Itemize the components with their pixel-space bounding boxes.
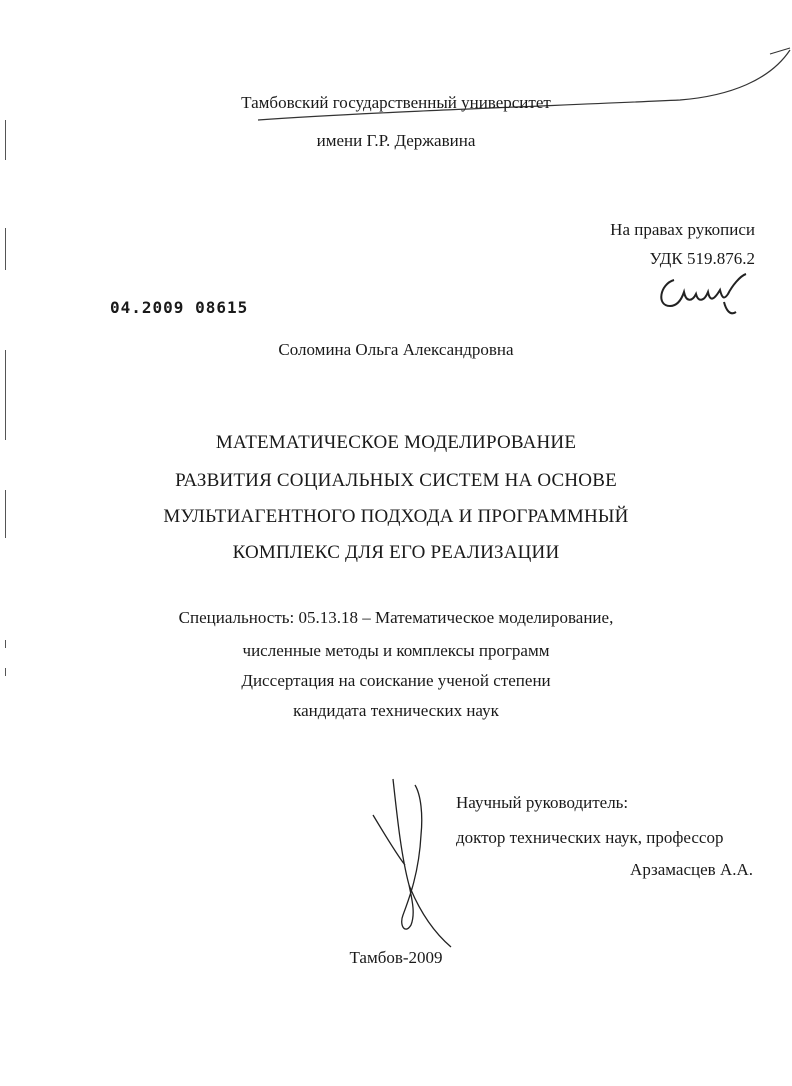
specialty-line-4: кандидата технических наук bbox=[293, 701, 499, 720]
university-subtitle: имени Г.Р. Державина bbox=[316, 131, 476, 150]
specialty-line-2: численные методы и комплексы программ bbox=[242, 641, 550, 660]
title-line-4: КОМПЛЕКС ДЛЯ ЕГО РЕАЛИЗАЦИИ bbox=[232, 542, 560, 563]
scan-margin-mark bbox=[5, 228, 6, 270]
supervisor-degree: доктор технических наук, профессор bbox=[456, 828, 724, 847]
supervisor-label: Научный руководитель: bbox=[456, 793, 629, 812]
specialty-line-3: Диссертация на соискание ученой степени bbox=[241, 671, 551, 690]
scan-margin-mark bbox=[5, 350, 6, 440]
supervisor-signature bbox=[365, 775, 465, 955]
udc-code: УДК 519.876.2 bbox=[649, 249, 755, 268]
manuscript-rights: На правах рукописи bbox=[610, 220, 755, 239]
pen-stroke-line bbox=[250, 40, 792, 130]
title-line-3: МУЛЬТИАГЕНТНОГО ПОДХОДА И ПРОГРАММНЫЙ bbox=[163, 506, 629, 527]
title-line-2: РАЗВИТИЯ СОЦИАЛЬНЫХ СИСТЕМ НА ОСНОВЕ bbox=[175, 470, 617, 491]
author-signature bbox=[652, 272, 752, 322]
supervisor-name: Арзамасцев А.А. bbox=[630, 860, 753, 879]
city-year: Тамбов-2009 bbox=[349, 948, 443, 967]
university-name: Тамбовский государственный университет bbox=[241, 93, 551, 112]
specialty-line-1: Специальность: 05.13.18 – Математическое моделирование, bbox=[178, 608, 614, 627]
registration-stamp-number: 04.2009 08615 bbox=[110, 298, 249, 317]
title-line-1: МАТЕМАТИЧЕСКОЕ МОДЕЛИРОВАНИЕ bbox=[215, 432, 577, 453]
author-name: Соломина Ольга Александровна bbox=[278, 340, 514, 359]
